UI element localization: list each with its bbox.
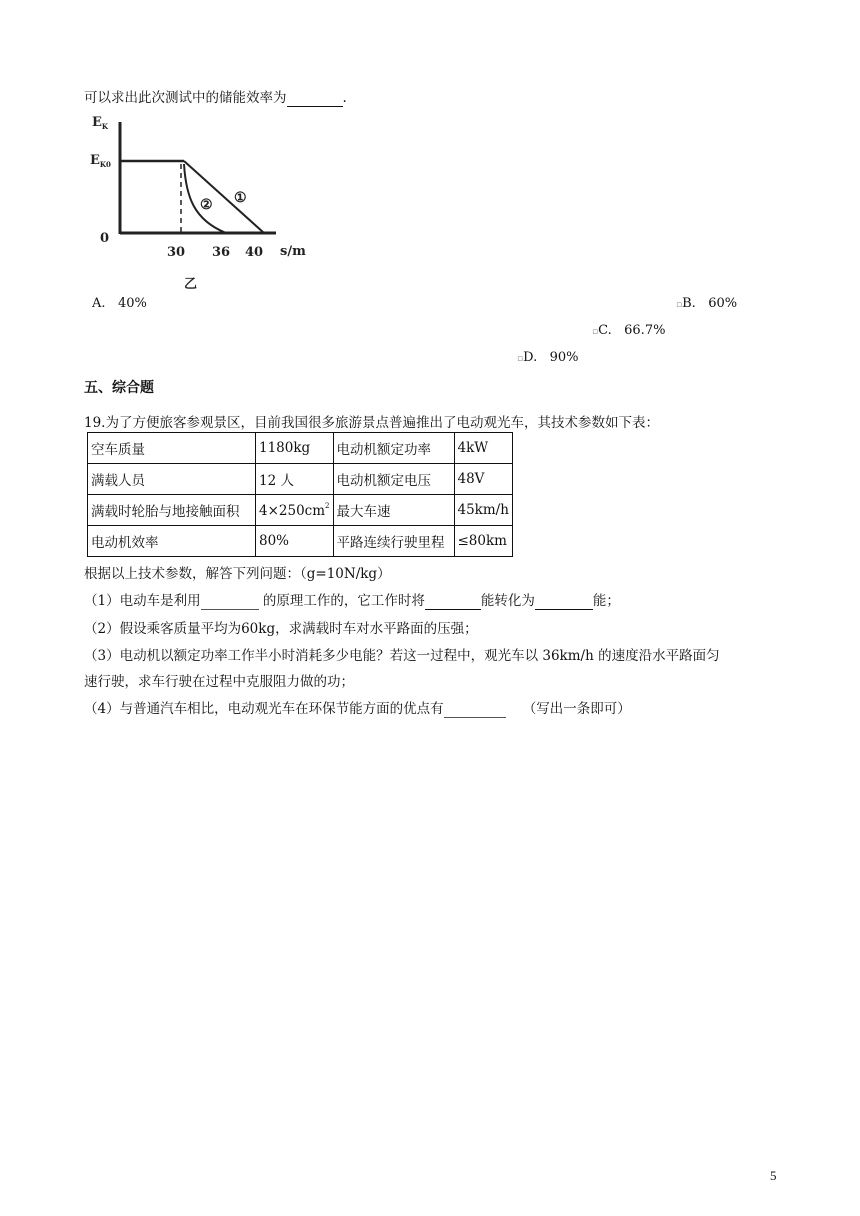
table-cell: 满载人员 [88, 464, 256, 495]
option-marker: ▫ [592, 327, 599, 337]
answer-blank[interactable] [444, 701, 506, 718]
part-4-text-a: （4）与普通汽车相比，电动观光车在环保节能方面的优点有 [84, 701, 444, 717]
option-d[interactable] [517, 350, 579, 365]
x-tick-30: 30 [167, 245, 186, 260]
curve-1-label: ① [234, 190, 247, 206]
table-cell: 空车质量 [88, 433, 256, 464]
section-heading: 五、综合题 [84, 380, 154, 396]
table-row [88, 464, 513, 495]
option-a-label: A. [92, 296, 106, 311]
table-cell: 12 人 [256, 464, 334, 495]
spec-table [87, 432, 513, 557]
curve-2-label: ② [200, 197, 213, 213]
option-b[interactable] [676, 296, 737, 311]
intro-line [84, 86, 347, 107]
ek0-label: $E_{K0}$ [90, 153, 111, 169]
table-cell: 80% [256, 526, 334, 557]
table-cell: 4kW [454, 433, 512, 464]
table-cell: 电动机额定功率 [333, 433, 454, 464]
option-marker: ▫ [517, 354, 524, 364]
table-cell: 平路连续行驶里程 [333, 526, 454, 557]
answer-blank[interactable] [535, 593, 593, 610]
option-c-label: C. [598, 323, 612, 338]
option-d-label: D. [523, 350, 538, 365]
table-row [88, 433, 513, 464]
option-d-value: 90% [549, 350, 579, 365]
part-4-text-b: （写出一条即可） [522, 701, 631, 717]
table-cell: 48V [454, 464, 512, 495]
answer-blank[interactable] [287, 90, 343, 107]
option-b-label: B. [682, 296, 696, 311]
part-1-text-b: 的原理工作的，它工作时将 [258, 593, 425, 609]
kinetic-energy-graph [86, 112, 316, 292]
table-cell: 满载时轮胎与地接触面积 [88, 495, 256, 526]
q19-stem: 19.为了方便旅客参观景区，目前我国很多旅游景点普遍推出了电动观光车，其技术参数如下表： [84, 415, 659, 431]
answer-blank[interactable] [201, 593, 259, 610]
q19-part-3-line-1: （3）电动机以额定功率工作半小时消耗多少电能？若这一过程中，观光车以 36km/h 的速度沿水平路面匀 [84, 648, 720, 664]
option-a[interactable] [92, 296, 147, 311]
graph-caption: 乙 [184, 277, 198, 292]
y-axis-label: $E_K$ [92, 115, 109, 131]
option-marker: ▫ [676, 300, 683, 310]
part-1-text-a: （1）电动车是利用 [84, 593, 201, 609]
x-tick-40: 40 [245, 245, 264, 260]
part-1-text-d: 能； [592, 593, 620, 609]
table-cell: 电动机额定电压 [333, 464, 454, 495]
table-cell: 45km/h [454, 495, 512, 526]
x-tick-36: 36 [212, 245, 231, 260]
option-c[interactable] [592, 323, 665, 338]
option-b-value: 60% [708, 296, 738, 311]
q19-part-2: （2）假设乘客质量平均为60kg，求满载时车对水平路面的压强； [84, 621, 478, 637]
intro-end: . [342, 90, 347, 106]
table-cell: 电动机效率 [88, 526, 256, 557]
table-cell-area [256, 495, 334, 526]
x-axis-unit: s/m [280, 244, 306, 259]
curve-1 [184, 161, 264, 233]
table-row [88, 495, 513, 526]
table-row [88, 526, 513, 557]
option-a-value: 40% [117, 296, 147, 311]
q19-part-3-line-2: 速行驶，求车行驶在过程中克服阻力做的功； [84, 674, 354, 690]
table-cell: 最大车速 [333, 495, 454, 526]
area-exponent: 2 [325, 501, 330, 510]
q19-part-1 [84, 589, 620, 610]
table-cell: 1180kg [256, 433, 334, 464]
part-1-text-c: 能转化为 [480, 593, 535, 609]
intro-text: 可以求出此次测试中的储能效率为 [84, 90, 287, 106]
option-c-value: 66.7% [624, 323, 666, 338]
q19-part-4 [84, 697, 631, 718]
q19-prompt: 根据以上技术参数，解答下列问题：（g=10N/kg） [84, 566, 391, 582]
page-number: 5 [770, 1168, 777, 1183]
answer-blank[interactable] [425, 593, 481, 610]
origin-label: 0 [100, 231, 110, 246]
table-cell: ≤80km [454, 526, 512, 557]
area-value: 4×250cm [259, 502, 326, 519]
